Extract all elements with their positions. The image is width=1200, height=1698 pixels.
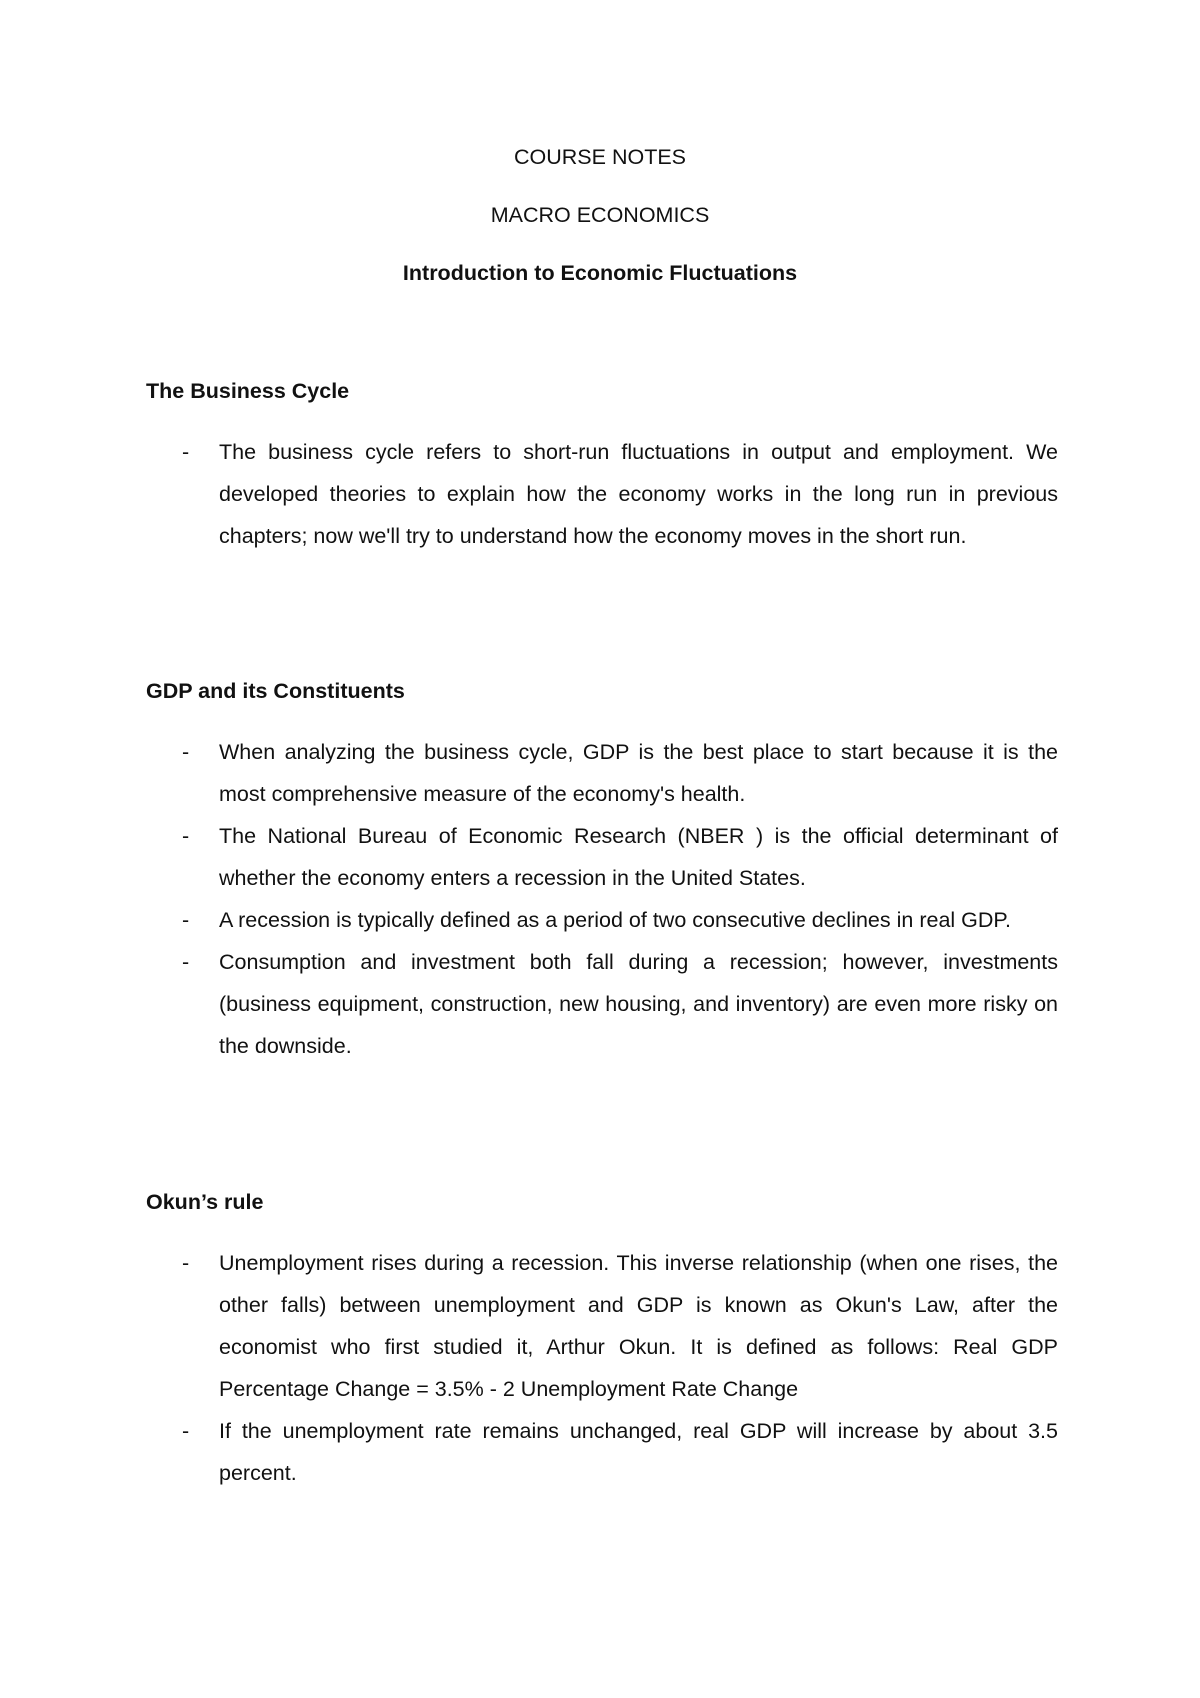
bullet-dash: - <box>182 908 190 932</box>
bullet-text: A recession is typically defined as a period of two consecutive declines in real GDP. <box>219 908 1011 932</box>
bullet-dash: - <box>182 440 190 464</box>
bullet-text: The National Bureau of Economic Research (NBER ) is the official determinant of whether the economy enters a recession in the United States. <box>219 824 1058 890</box>
bullet-text: When analyzing the business cycle, GDP is the best place to start because it is the most comprehensive measure of the economy's health. <box>219 740 1058 806</box>
bullet-text: Unemployment rises during a recession. This inverse relationship (when one rises, the other falls) between unemployment and GDP is known as Okun's Law, after the economist who first studied it, Arthur Okun. It is defined as follows: Real GDP Percentage Change = 3.5% - 2 Unemployment Rate Change <box>219 1251 1058 1401</box>
bullet-dash: - <box>182 824 190 848</box>
list-item <box>146 899 1058 941</box>
section-heading: GDP and its Constituents <box>146 679 405 703</box>
bullet-dash: - <box>182 1419 190 1443</box>
bullet-dash: - <box>182 1251 190 1275</box>
section-okuns-rule <box>146 1188 1058 1494</box>
list-item <box>146 431 1058 557</box>
section-heading: Okun’s rule <box>146 1190 264 1214</box>
bullet-list <box>146 731 1058 1067</box>
section-business-cycle <box>146 377 1058 557</box>
list-item <box>146 731 1058 815</box>
bullet-text: If the unemployment rate remains unchanged, real GDP will increase by about 3.5 percent. <box>219 1419 1058 1485</box>
chapter-title: Introduction to Economic Fluctuations <box>402 261 798 285</box>
section-gdp-constituents <box>146 677 1058 1067</box>
bullet-dash: - <box>182 740 190 764</box>
subject-title: MACRO ECONOMICS <box>490 203 710 227</box>
list-item <box>146 815 1058 899</box>
bullet-list <box>146 431 1058 557</box>
section-heading: The Business Cycle <box>146 379 350 403</box>
list-item <box>146 1410 1058 1494</box>
bullet-text: Consumption and investment both fall during a recession; however, investments (business equipment, construction, new housing, and inventory) are even more risky on the downside. <box>219 950 1058 1058</box>
bullet-text: The business cycle refers to short-run fluctuations in output and employment. We developed theories to explain how the economy works in the long run in previous chapters; now we'll try to understand how the economy moves in the short run. <box>219 440 1058 548</box>
list-item <box>146 1242 1058 1410</box>
bullet-dash: - <box>182 950 190 974</box>
title-block <box>0 143 1200 317</box>
bullet-list <box>146 1242 1058 1494</box>
course-notes-title: COURSE NOTES <box>513 145 687 169</box>
list-item <box>146 941 1058 1067</box>
